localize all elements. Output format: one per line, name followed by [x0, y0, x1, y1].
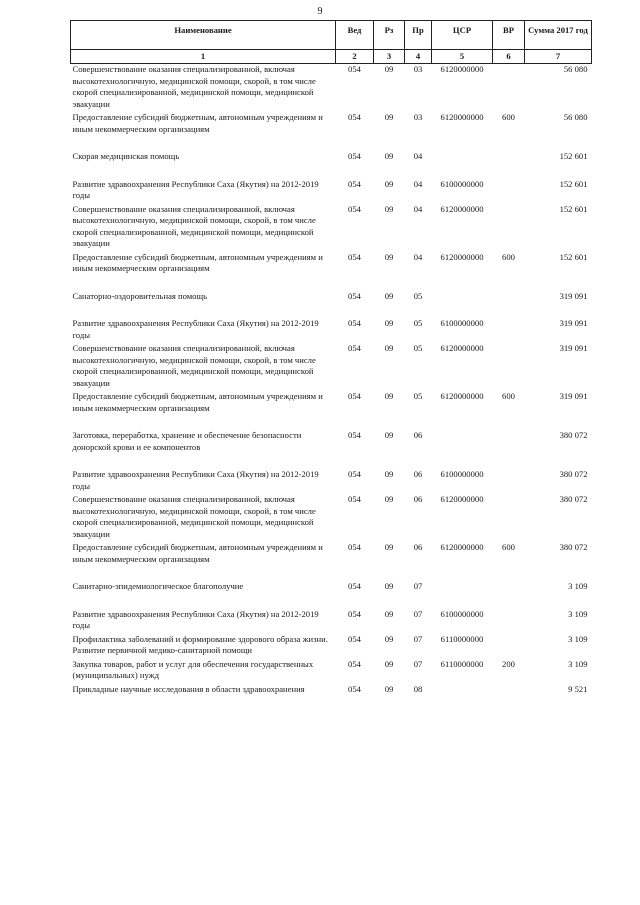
row-csr: 6120000000 — [440, 251, 484, 262]
row-rz: 09 — [384, 64, 394, 74]
row-rz: 09 — [384, 581, 394, 591]
column-number: 6 — [493, 49, 525, 64]
row-name: Санаторно-оздоровительная помощь — [72, 290, 207, 301]
row-csr: 6120000000 — [440, 343, 484, 353]
row-pr: 05 — [413, 391, 423, 401]
row-sum: 152 601 — [559, 203, 588, 214]
row-csr: 6120000000 — [440, 494, 484, 504]
row-pr: 06 — [413, 430, 423, 440]
row-pr: 04 — [413, 251, 423, 262]
row-rz: 09 — [384, 290, 394, 301]
row-name: Профилактика заболеваний и формирование здорового образа жизни. Развитие первичной медико-санитарной помощи — [72, 633, 328, 655]
row-ved: 054 — [348, 151, 361, 161]
row-sum: 152 601 — [559, 251, 588, 262]
row-ved: 054 — [348, 542, 361, 552]
row-ved: 054 — [348, 290, 361, 301]
row-vr: 600 — [502, 542, 515, 552]
row-csr: 6120000000 — [440, 203, 484, 214]
row-rz: 09 — [384, 318, 394, 328]
row-vr — [493, 494, 525, 542]
row-pr: 04 — [413, 203, 423, 214]
row-rz: 09 — [384, 391, 394, 401]
row-pr: 06 — [413, 542, 423, 552]
table-row — [71, 684, 592, 698]
row-rz: 09 — [384, 608, 394, 619]
row-csr — [432, 430, 493, 469]
table-row — [71, 112, 592, 151]
row-pr: 07 — [413, 581, 423, 591]
table-row — [71, 659, 592, 684]
column-number: 3 — [374, 49, 405, 64]
header-vr: ВР — [493, 21, 525, 50]
row-vr — [493, 318, 525, 343]
header-row — [71, 21, 592, 50]
row-sum: 152 601 — [559, 151, 588, 161]
row-name: Прикладные научные исследования в области здравоохранения — [72, 683, 305, 694]
row-pr: 03 — [413, 64, 423, 74]
row-sum: 380 072 — [559, 469, 588, 479]
header-sum: Сумма 2017 год — [525, 21, 592, 50]
row-sum: 319 091 — [559, 391, 588, 401]
row-sum: 380 072 — [559, 494, 588, 504]
table-row — [71, 542, 592, 581]
row-pr: 03 — [413, 112, 423, 122]
row-ved: 054 — [348, 608, 361, 619]
row-rz: 09 — [384, 178, 394, 189]
row-sum: 3 109 — [568, 608, 588, 619]
column-number: 7 — [525, 49, 592, 64]
row-pr: 07 — [413, 633, 423, 644]
row-vr — [493, 430, 525, 469]
row-name: Совершенствование оказания специализированной, включая высокотехнологичную, медицинской помощи, скорой, в том числе скорой специализированной, медицинской помощи, медицинской эвакуации — [72, 343, 316, 388]
row-csr: 6120000000 — [440, 112, 484, 122]
row-name: Развитие здравоохранения Республики Саха (Якутия) на 2012-2019 годы — [72, 608, 319, 630]
row-ved: 054 — [348, 251, 361, 262]
row-rz: 09 — [384, 430, 394, 440]
row-csr: 6110000000 — [440, 658, 484, 669]
row-rz: 09 — [384, 494, 394, 504]
row-pr: 04 — [413, 178, 423, 189]
table-row — [71, 179, 592, 204]
row-csr — [432, 291, 493, 319]
row-ved: 054 — [348, 430, 361, 440]
row-ved: 054 — [348, 112, 361, 122]
row-sum: 56 080 — [563, 64, 588, 74]
row-rz: 09 — [384, 251, 394, 262]
column-number: 4 — [405, 49, 432, 64]
row-csr: 6110000000 — [440, 633, 484, 644]
row-sum: 9 521 — [568, 683, 588, 694]
row-csr — [432, 151, 493, 179]
row-csr: 6120000000 — [440, 391, 484, 401]
row-rz: 09 — [384, 112, 394, 122]
row-vr: 600 — [502, 112, 515, 122]
row-ved: 054 — [348, 469, 361, 479]
row-ved: 054 — [348, 581, 361, 591]
budget-table — [70, 20, 592, 697]
row-ved: 054 — [348, 683, 361, 694]
row-sum: 3 109 — [568, 581, 588, 591]
row-ved: 054 — [348, 203, 361, 214]
row-pr: 05 — [413, 318, 423, 328]
row-rz: 09 — [384, 633, 394, 644]
table-row — [71, 609, 592, 634]
row-vr — [493, 684, 525, 698]
row-vr — [493, 609, 525, 634]
row-name: Заготовка, переработка, хранение и обеспечение безопасности донорской крови и ее компонентов — [72, 430, 302, 452]
row-rz: 09 — [384, 203, 394, 214]
row-name: Совершенствование оказания специализированной, включая высокотехнологичную, медицинской помощи, скорой, в том числе скорой специализированной, медицинской помощи, медицинской эвакуации — [72, 64, 316, 109]
row-ved: 054 — [348, 64, 361, 74]
row-vr — [493, 469, 525, 494]
row-pr: 08 — [413, 683, 423, 694]
row-name: Санитарно-эпидемиологическое благополучие — [72, 581, 244, 591]
row-sum: 152 601 — [559, 178, 588, 189]
row-csr: 6100000000 — [440, 178, 484, 189]
row-ved: 054 — [348, 318, 361, 328]
column-number-row — [71, 49, 592, 64]
row-name: Предоставление субсидий бюджетным, автономным учреждениям и иным некоммерческим организациям — [72, 112, 323, 134]
row-sum: 319 091 — [559, 343, 588, 353]
row-pr: 04 — [413, 151, 423, 161]
row-pr: 05 — [413, 343, 423, 353]
row-csr: 6120000000 — [440, 542, 484, 552]
row-vr: 200 — [502, 658, 515, 669]
table-row — [71, 252, 592, 291]
row-vr — [493, 204, 525, 252]
row-csr: 6120000000 — [440, 64, 484, 74]
row-vr — [493, 291, 525, 319]
row-rz: 09 — [384, 343, 394, 353]
row-sum: 380 072 — [559, 542, 588, 552]
column-number: 2 — [336, 49, 374, 64]
row-vr: 600 — [502, 251, 515, 262]
row-rz: 09 — [384, 469, 394, 479]
header-rz: Рз — [374, 21, 405, 50]
row-pr: 07 — [413, 658, 423, 669]
row-pr: 05 — [413, 290, 423, 301]
row-ved: 054 — [348, 391, 361, 401]
row-csr: 6100000000 — [440, 608, 484, 619]
row-vr — [493, 64, 525, 113]
row-name: Предоставление субсидий бюджетным, автономным учреждениям и иным некоммерческим организациям — [72, 251, 323, 273]
row-sum: 56 080 — [563, 112, 588, 122]
row-ved: 054 — [348, 494, 361, 504]
row-vr — [493, 634, 525, 659]
table-row — [71, 430, 592, 469]
row-ved: 054 — [348, 633, 361, 644]
table-row — [71, 318, 592, 343]
row-name: Совершенствование оказания специализированной, включая высокотехнологичную, медицинской помощи, скорой, в том числе скорой специализированной, медицинской помощи, медицинской эвакуации — [72, 203, 316, 248]
row-name: Развитие здравоохранения Республики Саха (Якутия) на 2012-2019 годы — [72, 469, 319, 491]
row-vr — [493, 151, 525, 179]
row-ved: 054 — [348, 343, 361, 353]
row-name: Предоставление субсидий бюджетным, автономным учреждениям и иным некоммерческим организациям — [72, 391, 323, 413]
table-row — [71, 391, 592, 430]
table-row — [71, 151, 592, 179]
row-ved: 054 — [348, 178, 361, 189]
table-row — [71, 291, 592, 319]
row-pr: 07 — [413, 608, 423, 619]
table-row — [71, 204, 592, 252]
row-rz: 09 — [384, 658, 394, 669]
table-row — [71, 581, 592, 609]
row-csr: 6100000000 — [440, 318, 484, 328]
row-sum: 380 072 — [559, 430, 588, 440]
table-row — [71, 64, 592, 113]
row-name: Предоставление субсидий бюджетным, автономным учреждениям и иным некоммерческим организациям — [72, 542, 323, 564]
row-csr — [432, 684, 493, 698]
table-row — [71, 343, 592, 391]
row-vr — [493, 343, 525, 391]
header-ved: Вед — [336, 21, 374, 50]
row-rz: 09 — [384, 683, 394, 694]
row-sum: 319 091 — [559, 318, 588, 328]
page-number: 9 — [317, 6, 323, 17]
header-csr: ЦСР — [432, 21, 493, 50]
row-sum: 319 091 — [559, 290, 588, 301]
row-name: Совершенствование оказания специализированной, включая высокотехнологичную, медицинской помощи, скорой, в том числе скорой специализированной, медицинской помощи, медицинской эвакуации — [72, 494, 316, 539]
row-name: Закупка товаров, работ и услуг для обеспечения государственных (муниципальных) нужд — [72, 658, 314, 680]
row-name: Скорая медицинская помощь — [72, 151, 180, 161]
row-pr: 06 — [413, 494, 423, 504]
column-number: 1 — [71, 49, 336, 64]
row-name: Развитие здравоохранения Республики Саха (Якутия) на 2012-2019 годы — [72, 178, 319, 200]
header-name: Наименование — [71, 21, 336, 50]
row-sum: 3 109 — [568, 658, 588, 669]
row-vr — [493, 179, 525, 204]
column-number: 5 — [432, 49, 493, 64]
table-row — [71, 494, 592, 542]
table-row — [71, 634, 592, 659]
table-row — [71, 469, 592, 494]
row-csr — [432, 581, 493, 609]
row-vr — [493, 581, 525, 609]
row-vr: 600 — [502, 391, 515, 401]
row-ved: 054 — [348, 658, 361, 669]
header-pr: Пр — [405, 21, 432, 50]
table-body — [71, 64, 592, 698]
row-csr: 6100000000 — [440, 469, 484, 479]
row-name: Развитие здравоохранения Республики Саха (Якутия) на 2012-2019 годы — [72, 318, 319, 340]
row-pr: 06 — [413, 469, 423, 479]
row-sum: 3 109 — [568, 633, 588, 644]
row-rz: 09 — [384, 151, 394, 161]
row-rz: 09 — [384, 542, 394, 552]
